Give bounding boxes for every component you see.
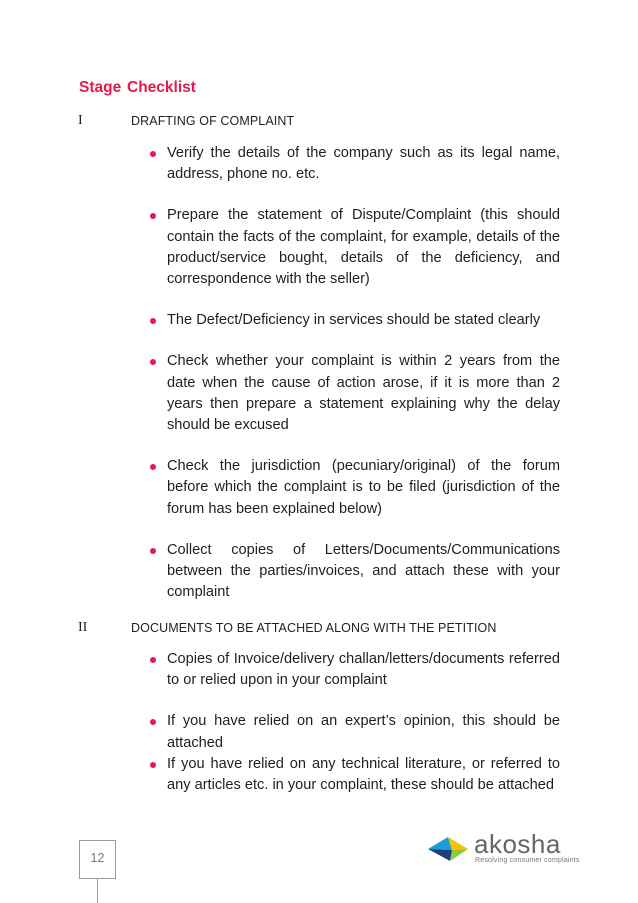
brand-tagline: Resolving consumer complaints (475, 857, 580, 864)
stage-1-checklist (150, 143, 560, 603)
bullet-icon (150, 213, 156, 219)
bullet-icon (150, 762, 156, 768)
page-number: 12 (90, 851, 105, 865)
stage-title: DRAFTING OF COMPLAINT (131, 114, 295, 128)
stage-number: I (78, 113, 83, 128)
bullet-icon (150, 464, 156, 470)
column-header-stage: Stage (79, 79, 122, 96)
logo-facet-green (450, 849, 468, 861)
logo-facet-navy (428, 849, 452, 861)
list-item: If you have relied on any technical literature, or referred to any articles etc. in your complaint, these should be attached (150, 754, 560, 796)
column-header-checklist: Checklist (127, 79, 196, 96)
bullet-icon (150, 151, 156, 157)
list-item: Prepare the statement of Dispute/Complaint (this should contain the facts of the complaint, for example, details of the product/service bought, details of the deficiency, and correspondence with the seller) (150, 205, 560, 290)
stage-2-checklist (150, 649, 560, 796)
list-item: Collect copies of Letters/Documents/Communications between the parties/invoices, and attach these with your complaint (150, 540, 560, 604)
list-item: If you have relied on an expert’s opinion, this should be attached (150, 711, 560, 753)
list-item: Verify the details of the company such as its legal name, address, phone no. etc. (150, 143, 560, 185)
list-item: Copies of Invoice/delivery challan/letters/documents referred to or relied upon in your complaint (150, 649, 560, 691)
page-number-frame-tail (97, 878, 98, 903)
bullet-icon (150, 657, 156, 663)
list-item: Check whether your complaint is within 2 years from the date when the cause of action arose, if it is more than 2 years then prepare a statement explaining why the delay should be excused (150, 351, 560, 436)
list-item: Check the jurisdiction (pecuniary/original) of the forum before which the complaint is to be filed (jurisdiction of the forum has been explained below) (150, 456, 560, 520)
bullet-icon (150, 359, 156, 365)
brand-name: akosha (474, 829, 561, 859)
bullet-icon (150, 719, 156, 725)
stage-number: II (78, 620, 88, 635)
bullet-icon (150, 318, 156, 324)
logo-facet-blue (428, 837, 452, 850)
list-item: The Defect/Deficiency in services should be stated clearly (150, 310, 560, 331)
stage-title: DOCUMENTS TO BE ATTACHED ALONG WITH THE PETITION (131, 621, 497, 635)
akosha-logo-icon (428, 833, 472, 863)
bullet-icon (150, 548, 156, 554)
